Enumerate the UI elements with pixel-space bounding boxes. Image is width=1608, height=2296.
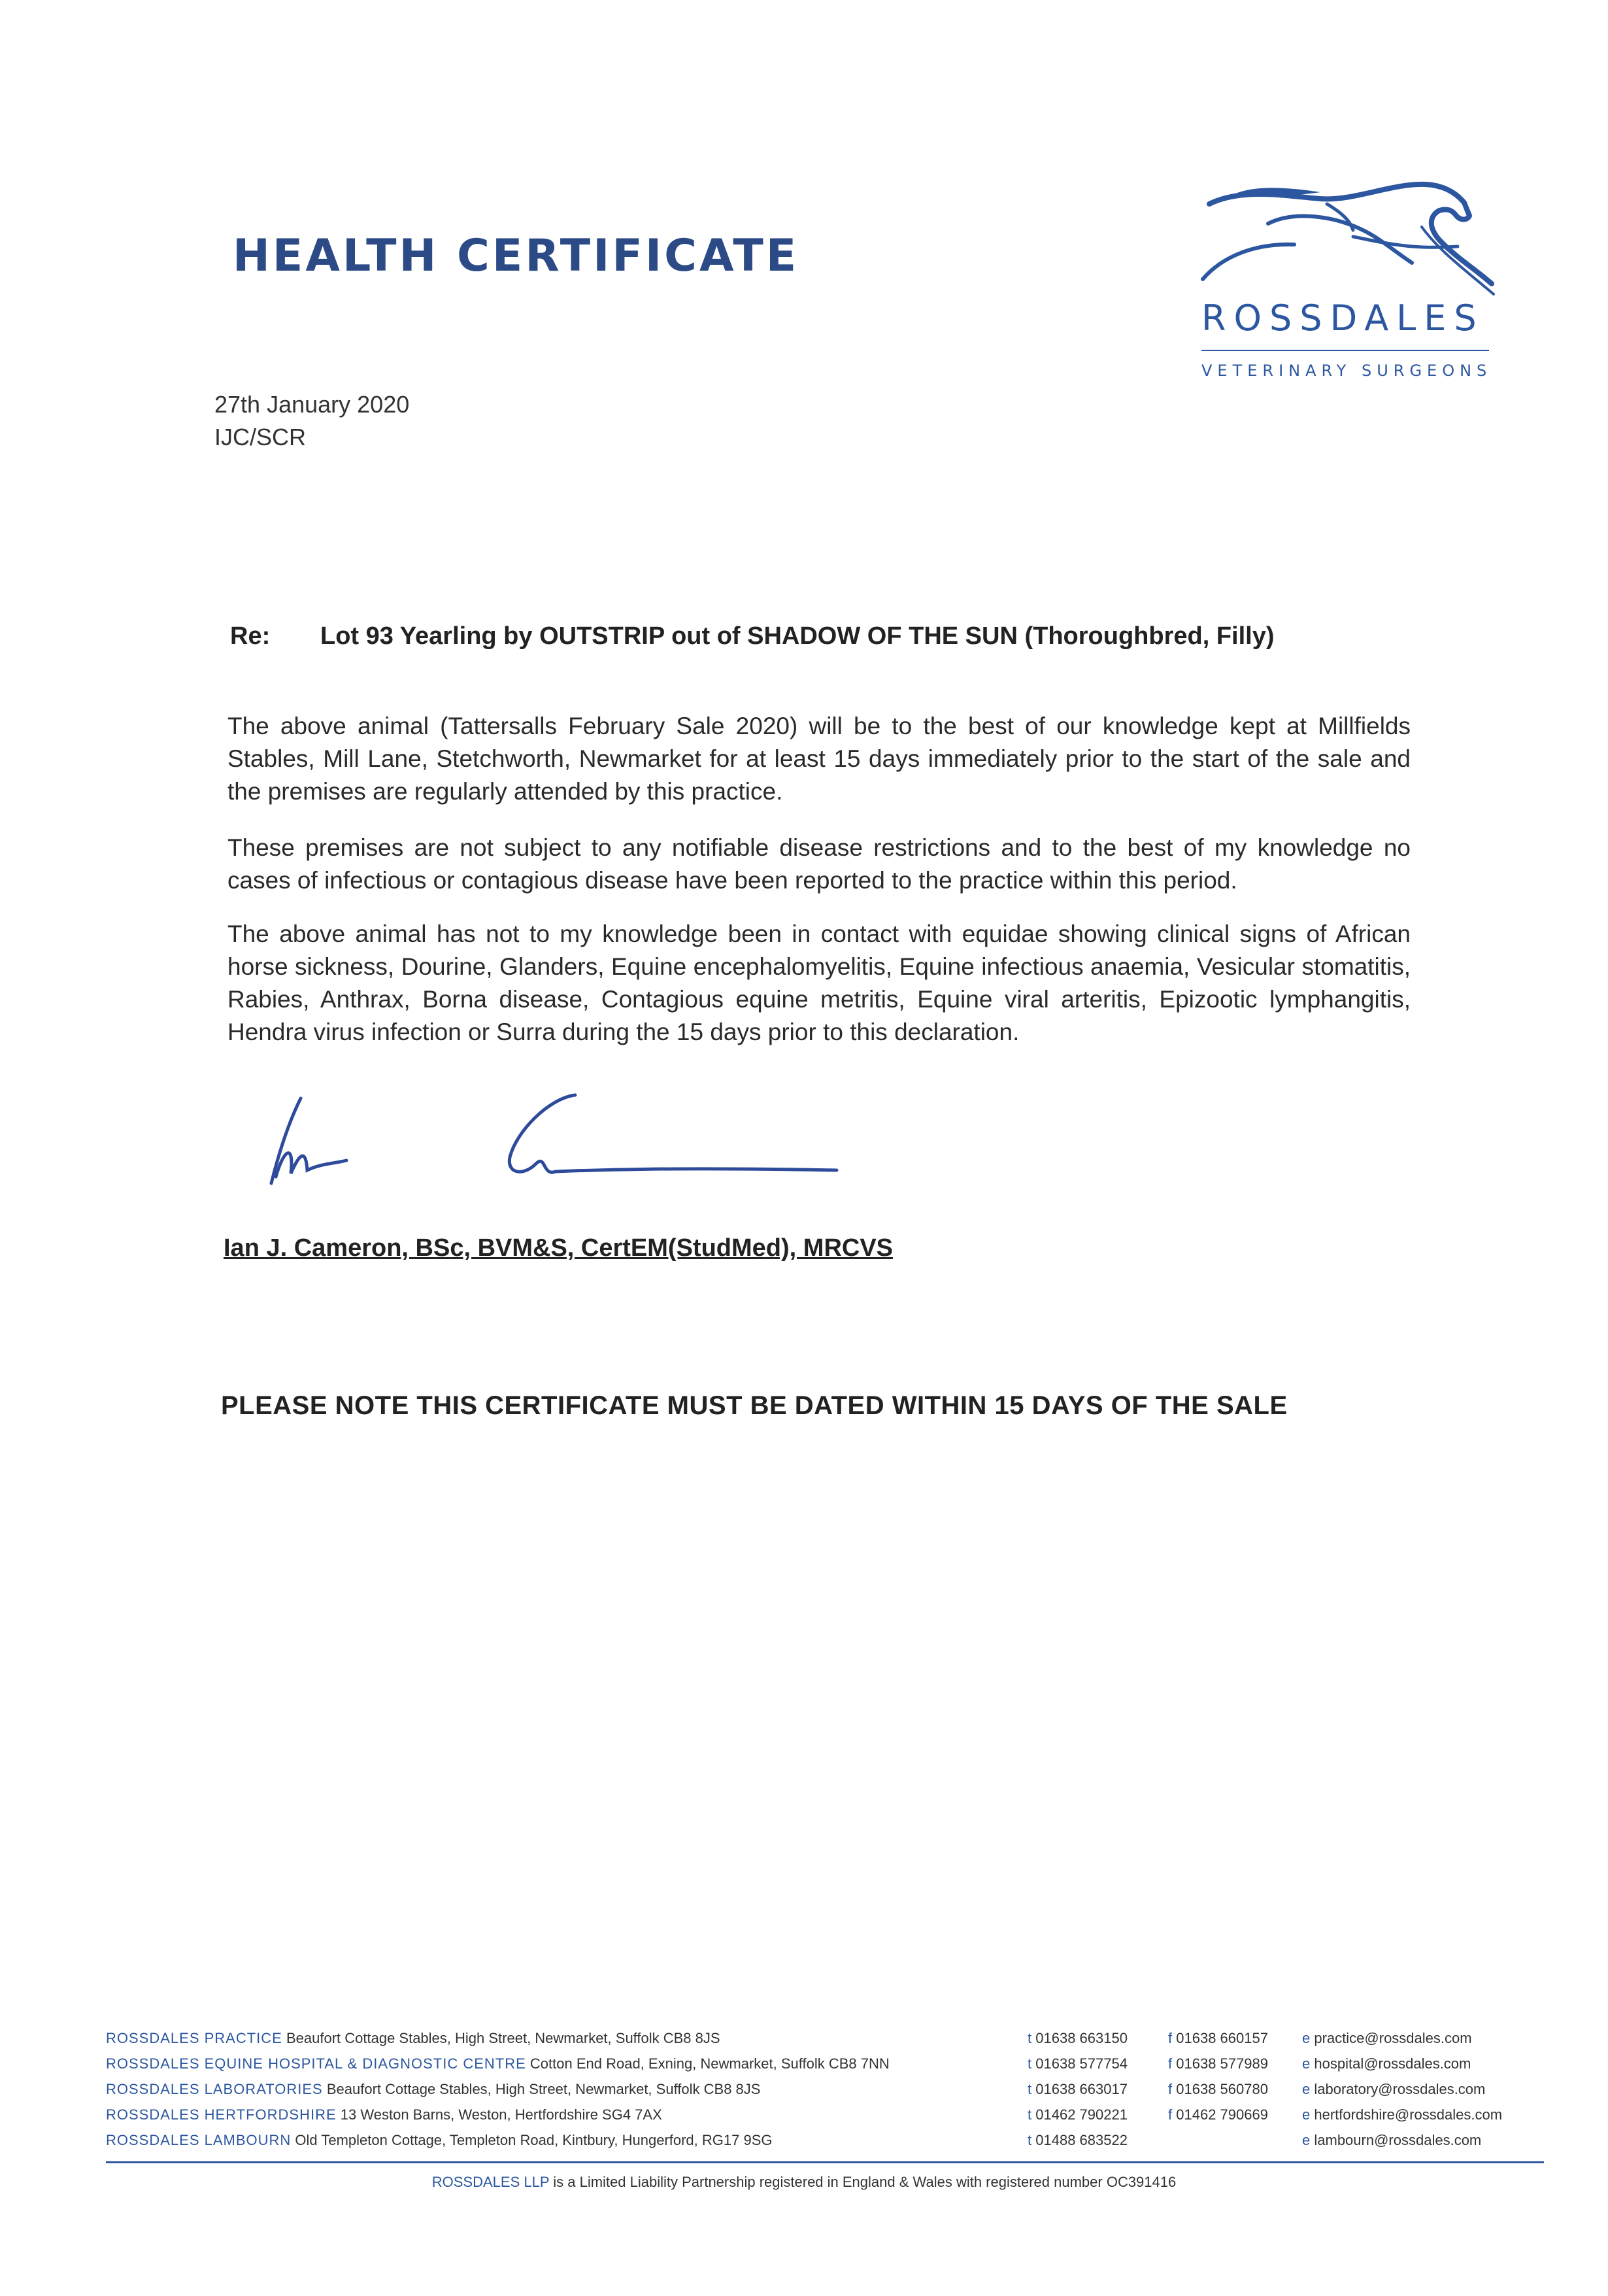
office-tel: 01488 683522 <box>1035 2132 1128 2148</box>
llp-name: ROSSDALES LLP <box>431 2174 550 2190</box>
paragraph-2: These premises are not subject to any notifiable disease restrictions and to the best of my knowledge no cases of infectious or contagious disease have been reported to the practice within this period. <box>227 834 1411 894</box>
footer-office-row: ROSSDALES LAMBOURN Old Templeton Cottage, Templeton Road, Kintbury, Hungerford, RG17 9SG t 01488 683522 e lambourn@rossdales.com <box>106 2132 1482 2148</box>
office-fax: 01638 660157 <box>1176 2030 1268 2046</box>
office-name: ROSSDALES HERTFORDSHIRE <box>106 2106 337 2123</box>
office-fax: 01638 577989 <box>1176 2055 1268 2072</box>
office-address: Old Templeton Cottage, Templeton Road, Kintbury, Hungerford, RG17 9SG <box>295 2132 773 2148</box>
office-fax: 01462 790669 <box>1176 2106 1268 2123</box>
office-tel: 01638 663150 <box>1035 2030 1128 2046</box>
footer-offices <box>106 2030 1544 2157</box>
footer-office-row: ROSSDALES PRACTICE Beaufort Cottage Stables, High Street, Newmarket, Suffolk CB8 8JS t 01638 663150 f 01638 660157 e practice@rossdales.com <box>106 2030 1472 2046</box>
footer-divider <box>106 2161 1544 2163</box>
re-label: Re: <box>230 622 271 650</box>
paragraph-1: The above animal (Tattersalls February Sale 2020) will be to the best of our knowledge kept at Millfields Stables, Mill Lane, Stetchworth, Newmarket for at least 15 days immediately prior to the start of the sale and the premises are regularly attended by this practice. <box>227 713 1411 805</box>
office-tel: 01638 663017 <box>1035 2081 1128 2097</box>
subject-line: Lot 93 Yearling by OUTSTRIP out of SHADOW OF THE SUN (Thoroughbred, Filly) <box>320 622 1275 650</box>
paragraph-3: The above animal has not to my knowledge been in contact with equidae showing clinical signs of African horse sickness, Dourine, Glanders, Equine encephalomyelitis, Equine infectious anaemia, Vesicular stomatitis, Rabies, Anthrax, Borna disease, Contagious equine metritis, Equine viral arteritis, Epizootic lymphangitis, Hendra virus infection or Surra during the 15 days prior to this declaration. <box>227 920 1411 1045</box>
office-address: Cotton End Road, Exning, Newmarket, Suffolk CB8 7NN <box>529 2055 890 2072</box>
handwritten-signature <box>248 1085 850 1196</box>
document-title: HEALTH CERTIFICATE <box>233 230 799 282</box>
office-email: hertfordshire@rossdales.com <box>1314 2106 1503 2123</box>
office-name: ROSSDALES LAMBOURN <box>106 2132 292 2148</box>
letter-reference: IJC/SCR <box>214 424 307 450</box>
office-address: Beaufort Cottage Stables, High Street, Newmarket, Suffolk CB8 8JS <box>286 2030 720 2046</box>
office-email: practice@rossdales.com <box>1314 2030 1472 2046</box>
signatory-name: Ian J. Cameron, BSc, BVM&S, CertEM(StudMed), MRCVS <box>224 1234 894 1262</box>
logo-wordmark: ROSSDALES <box>1201 297 1484 339</box>
footer-office-row: ROSSDALES LABORATORIES Beaufort Cottage Stables, High Street, Newmarket, Suffolk CB8 8JS t 01638 663017 f 01638 560780 e laboratory@rossdales.com <box>106 2081 1486 2097</box>
footer-office-row: ROSSDALES EQUINE HOSPITAL & DIAGNOSTIC CENTRE Cotton End Road, Exning, Newmarket, Suffolk CB8 7NN t 01638 577754 f 01638 577989 e hospital@rossdales.com <box>106 2055 1471 2072</box>
office-email: laboratory@rossdales.com <box>1314 2081 1486 2097</box>
footer-registration <box>0 2174 1608 2191</box>
office-address: 13 Weston Barns, Weston, Hertfordshire SG4 7AX <box>340 2106 662 2123</box>
letter-date: 27th January 2020 <box>214 391 410 418</box>
notice: PLEASE NOTE THIS CERTIFICATE MUST BE DATED WITHIN 15 DAYS OF THE SALE <box>221 1391 1288 1420</box>
office-email: hospital@rossdales.com <box>1314 2055 1471 2072</box>
galloping-horse-icon <box>1196 165 1503 302</box>
office-tel: 01638 577754 <box>1035 2055 1128 2072</box>
llp-text: is a Limited Liability Partnership registered in England & Wales with registered number OC391416 <box>553 2174 1177 2190</box>
office-email: lambourn@rossdales.com <box>1314 2132 1482 2148</box>
logo-divider <box>1201 350 1489 351</box>
office-name: ROSSDALES LABORATORIES <box>106 2081 323 2097</box>
office-address: Beaufort Cottage Stables, High Street, Newmarket, Suffolk CB8 8JS <box>326 2081 761 2097</box>
office-tel: 01462 790221 <box>1035 2106 1128 2123</box>
logo-subtitle: VETERINARY SURGEONS <box>1201 362 1492 380</box>
office-name: ROSSDALES PRACTICE <box>106 2030 282 2046</box>
office-name: ROSSDALES EQUINE HOSPITAL & DIAGNOSTIC CENTRE <box>106 2055 526 2072</box>
office-fax: 01638 560780 <box>1176 2081 1268 2097</box>
footer-office-row: ROSSDALES HERTFORDSHIRE 13 Weston Barns, Weston, Hertfordshire SG4 7AX t 01462 790221 f 01462 790669 e hertfordshire@rossdales.com <box>106 2106 1503 2123</box>
